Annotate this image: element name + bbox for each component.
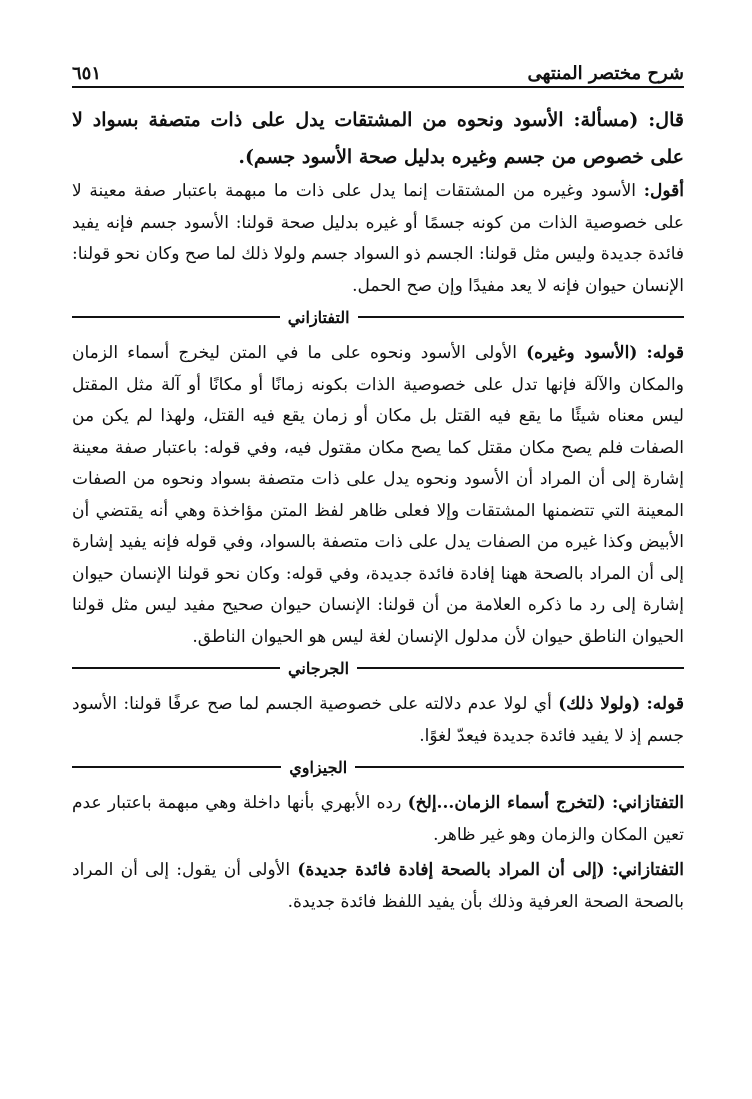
commentary-text [72,176,684,302]
divider-rule [72,766,281,768]
gloss-body: الأولى أن يقول: إلى أن المراد بالصحة الصحة العرفية وذلك بأن يفيد اللفظ فائدة جديدة. [72,860,684,912]
gloss-lead: قوله: [646,343,685,363]
gloss-body: الأولى الأسود ونحوه على ما في المتن ليخرج أسماء الزمان والمكان والآلة فإنها تدل على خصوصية الذات بكونه زمانًا أو مكانًا أو آلة مثل المقتل ليس معناه شيئًا ما يقع فيه القتل بل مكان أو زمان يقع فيه القتل، ولهذا لم يكن من الصفات فلم يصح مكان مقتل كما يصح مكان مقتول فيه، وفي قوله: باعتبار صفة معينة إشارة إلى أن المراد أن الأسود ونحوه يدل على ذات متصفة بسواد ونحوه من الصفات المعينة التي تتضمنها المشتقات وإلا فعلى ظاهر لفظ المتن مؤاخذة وهي أنه يقتضي أن الأبيض وكذا غيره من الصفات يدل على ذات متصفة بالسواد، وفي قوله فإنه يفيد إشارة إلى أن المراد بالصحة ههنا إفادة فائدة جديدة، وفي قوله: وكان نحو قولنا الإنسان حيوان إشارة إلى رد ما ذكره العلامة من أن قولنا: الإنسان حيوان صحيح مفيد ليس مثل قولنا الحيوان الناطق حيوان لأن مدلول الإنسان لغة ليس هو الحيوان الناطق. [72,343,684,647]
gloss-quote: (إلى أن المراد بالصحة إفادة فائدة جديدة) [297,860,605,880]
divider-rule [358,316,684,318]
section-label: التفتازاني [287,307,350,327]
gloss-quote: (لتخرج أسماء الزمان...إلخ) [407,793,606,813]
divider-rule [72,316,280,318]
gloss-jizawi-item [72,855,684,918]
divider-rule [355,766,684,768]
main-text-lead: قال: [648,109,684,131]
main-text-body: (مسألة: الأسود ونحوه من المشتقات يدل على ذات متصفة بسواد لا على خصوص من جسم وغيره بدليل صحة الأسود جسم). [72,109,684,168]
section-divider-jizawi [72,756,684,778]
page [72,58,684,918]
section-label: الجيزاوي [289,757,348,777]
book-title: شرح مختصر المنتهى [527,63,684,84]
gloss-lead: قوله: [646,694,684,714]
gloss-body: أي لولا عدم دلالته على خصوصية الجسم لما صح عرفًا قولنا: الأسود جسم إذ لا يفيد فائدة جديدة فيعدّ لغوًا. [72,694,684,746]
commentary-lead: أقول: [643,181,685,201]
section-label: الجرجاني [288,658,350,678]
gloss-lead: التفتازاني: [611,860,685,880]
section-divider-taftazani [72,306,684,328]
running-header [72,58,684,88]
gloss-taftazani [72,338,684,653]
gloss-quote: (ولولا ذلك) [558,694,641,714]
page-number: ٦٥١ [72,63,102,84]
divider-rule [357,667,684,669]
divider-rule [72,667,280,669]
gloss-jurjani [72,689,684,752]
section-divider-jurjani [72,657,684,679]
gloss-quote: (الأسود وغيره) [526,343,638,363]
main-text [72,102,684,176]
gloss-jizawi-item [72,788,684,851]
gloss-body: رده الأبهري بأنها داخلة وهي مبهمة باعتبار عدم تعين المكان والزمان وهو غير ظاهر. [72,793,684,845]
commentary-body: الأسود وغيره من المشتقات إنما يدل على ذات ما مبهمة باعتبار صفة معينة لا على خصوصية الذات من كونه جسمًا أو غيره بدليل صحة قولنا: الأسود جسم فإنه يفيد فائدة جديدة وليس مثل قولنا: الجسم ذو السواد جسم ولولا ذلك لما صح وكان نحو قولنا: الإنسان حيوان فإنه لا يعد مفيدًا وإن صح الحمل. [72,181,684,296]
gloss-lead: التفتازاني: [611,793,685,813]
